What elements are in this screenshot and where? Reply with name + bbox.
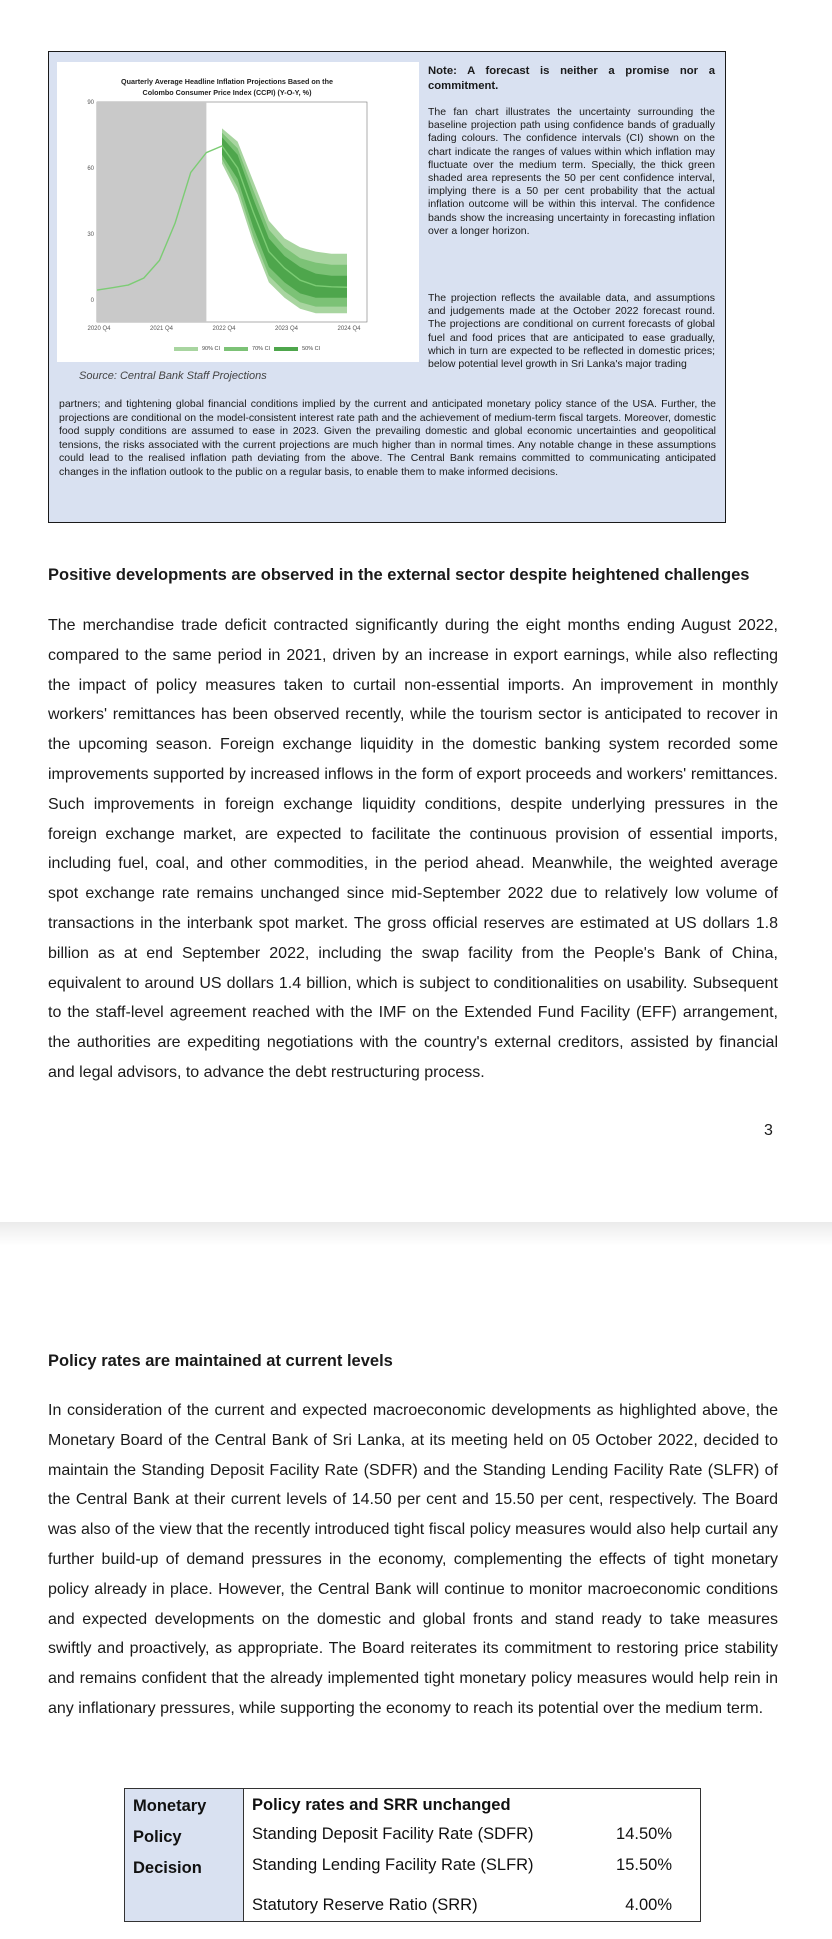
legend-label-70: 70% CI (252, 346, 271, 352)
section-body-external-sector: The merchandise trade deficit contracted significantly during the eight months ending August 2022, compared to the same period in 2021, driven by an increase in export earnings, while also reflecting the impact of policy measures taken to curtail non-essential imports. An improvement in monthly workers' remittances has been observed recently, while the tourism sector is anticipated to recover in the upcoming season. Foreign exchange liquidity in the domestic banking system recorded some improvements supported by increased inflows in the form of export proceeds and workers' remittances. Such improvements in foreign exchange liquidity conditions, despite underlying pressures in the foreign exchange market, are expected to facilitate the continuous provision of essential imports, including fuel, coal, and other commodities, in the period ahead. Meanwhile, the weighted average spot exchange rate remains unchanged since mid-September 2022 due to relatively low volume of transactions in the interbank spot market. The gross official reserves are estimated at US dollars 1.8 billion as at end September 2022, including the swap facility from the People's Bank of China, equivalent to around US dollars 1.4 billion, which is subject to conditionalities on usability. Subsequent to the staff-level agreement reached with the IMF on the Extended Fund Facility (EFF) arrangement, the authorities are expediting negotiations with the country's external creditors, assisted by financial and legal advisors, to advance the debt restructuring process. (48, 617, 778, 1081)
history-shade (97, 102, 206, 322)
section-heading-policy-rates: Policy rates are maintained at current levels (48, 1352, 393, 1370)
x-tick-label: 2022 Q4 (212, 326, 236, 332)
rate-value: 14.50% (616, 1825, 672, 1843)
legend-label-50: 50% CI (302, 346, 321, 352)
x-tick-label: 2024 Q4 (337, 326, 361, 332)
note-heading: Note: A forecast is neither a promise nor a commitment. (428, 65, 715, 92)
section-body-policy-rates: In consideration of the current and expected macroeconomic developments as highlighted above, the Monetary Board of the Central Bank of Sri Lanka, at its meeting held on 05 October 2022, decided to maintain the Standing Deposit Facility Rate (SDFR) and the Standing Lending Facility Rate (SLFR) of the Central Bank at their current levels of 14.50 per cent and 15.50 per cent, respectively. The Board was also of the view that the recently introduced tight fiscal policy measures would also help curtail any further build-up of demand pressures in the economy, complementing the effects of tight monetary policy already in place. However, the Central Bank will continue to monitor macroeconomic conditions and expected developments on the domestic and global fronts and stand ready to take measures swiftly and proactively, as appropriate. The Board reiterates its commitment to restoring price stability and remains confident that the already implemented tight monetary policy measures would help rein in any inflationary pressures, while supporting the economy to reach its potential over the medium term. (48, 1402, 778, 1717)
legend-swatch-90 (174, 347, 198, 351)
decision-label-cell (125, 1789, 244, 1922)
x-tick-label: 2023 Q4 (274, 326, 299, 332)
fan-chart-svg (57, 62, 419, 362)
x-tick-label: 2020 Q4 (87, 326, 111, 332)
x-tick-label: 2021 Q4 (149, 326, 174, 332)
chart-title: Quarterly Average Headline Inflation Projections Based on the Colombo Consumer Price Index (CCPI) (Y-O-Y, %) (121, 77, 333, 97)
rate-row-slfr (244, 1850, 700, 1881)
rate-value: 15.50% (616, 1856, 672, 1874)
y-tick-label: 30 (87, 232, 94, 238)
rate-row-srr (244, 1890, 700, 1921)
note-paragraph-continued: partners; and tightening global financial conditions implied by the current and anticipated monetary policy stance of the USA. Further, the projections are conditional on the model-consistent interest rate path and the achievement of medium-term fiscal targets. Moreover, domestic food supply conditions are assumed to ease in 2023. Given the prevailing domestic and global economic uncertainties and geopolitical tensions, the risks associated with the current projections are much higher than in normal times. Any notable change in these assumptions could lead to the realised inflation path deviating from the above. The Central Bank remains committed to communicating anticipated changes in the inflation outlook to the public on a regular basis, to enable them to make informed decisions. (59, 398, 716, 478)
note-paragraph-1: The fan chart illustrates the uncertainty surrounding the baseline projection path using confidence bands of gradually fading colours. The confidence intervals (CI) shown on the chart indicate the ranges of values within which inflation may fluctuate over the medium term. Specially, the thick green shaded area represents the 50 per cent confidence interval, implying there is a 50 per cent probability that the actual inflation outcome will be within this interval. The confidence bands show the increasing uncertainty in forecasting inflation over a longer horizon. (428, 106, 715, 237)
section-heading-external-sector: Positive developments are observed in the external sector despite heightened challenges (48, 566, 750, 584)
y-tick-label: 0 (90, 298, 94, 304)
y-tick-label: 60 (87, 166, 94, 172)
monetary-policy-decision-table (124, 1788, 701, 1922)
decision-label: Monetary Policy Decision (133, 1797, 207, 1877)
rate-row-sdfr (244, 1819, 700, 1850)
legend-swatch-70 (224, 347, 248, 351)
rate-name: Standing Deposit Facility Rate (SDFR) (252, 1825, 534, 1843)
chart-source: Source: Central Bank Staff Projections (79, 370, 267, 382)
decision-header: Policy rates and SRR unchanged (252, 1796, 511, 1814)
legend-label-90: 90% CI (202, 346, 221, 352)
note-paragraph-2: The projection reflects the available data, and assumptions and judgements made at the October 2022 forecast round. The projections are conditional on current forecasts of global fuel and food prices that are anticipated to ease gradually, which in turn are expected to be reflected in domestic prices; below potential level growth in Sri Lanka's major trading (428, 292, 715, 371)
chart-legend (174, 344, 320, 354)
page-number: 3 (764, 1122, 773, 1139)
rate-name: Standing Lending Facility Rate (SLFR) (252, 1856, 534, 1874)
inflation-projection-box (48, 51, 726, 523)
fan-chart (57, 62, 419, 362)
rate-value: 4.00% (625, 1896, 672, 1914)
rate-name: Statutory Reserve Ratio (SRR) (252, 1896, 478, 1914)
decision-details-cell (244, 1789, 701, 1922)
legend-swatch-50 (274, 347, 298, 351)
y-tick-label: 90 (87, 100, 94, 106)
page-separator (0, 1222, 832, 1246)
